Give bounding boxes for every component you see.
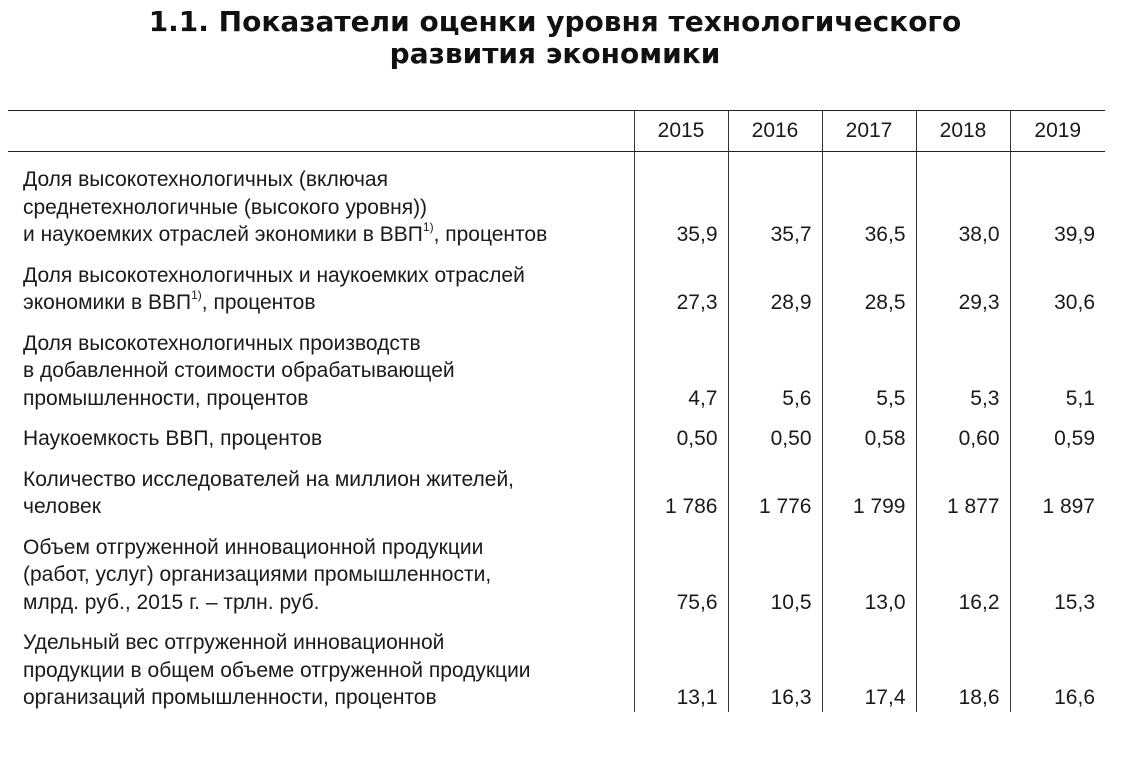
spacer-cell — [916, 521, 1010, 534]
spacer-cell — [822, 616, 916, 629]
spacer-cell — [1010, 412, 1105, 425]
spacer-cell — [1010, 616, 1105, 629]
indicator-label — [8, 262, 634, 317]
label-line: продукции в общем объеме отгруженной продукции — [23, 658, 531, 682]
value-cell: 36,5 — [822, 166, 916, 249]
spacer-cell — [1010, 152, 1105, 167]
value-cell: 38,0 — [916, 166, 1010, 249]
spacer-cell — [916, 453, 1010, 466]
spacer-cell — [822, 453, 916, 466]
value-cell: 1 799 — [822, 466, 916, 521]
header-year: 2018 — [916, 111, 1010, 152]
label-line: Наукоемкость ВВП, процентов — [23, 427, 323, 450]
value-cell: 29,3 — [916, 262, 1010, 317]
value-cell: 39,9 — [1010, 166, 1105, 249]
value-cell: 13,0 — [822, 534, 916, 617]
spacer-cell — [728, 152, 822, 167]
value-cell: 1 877 — [916, 466, 1010, 521]
spacer-cell — [8, 412, 634, 425]
spacer-cell — [916, 412, 1010, 425]
spacer-cell — [634, 616, 728, 629]
label-line: Доля высокотехнологичных и наукоемких отраслей — [23, 263, 525, 287]
indicators-table — [8, 110, 1105, 712]
value-cell: 0,50 — [728, 425, 822, 453]
indicator-label — [8, 629, 634, 712]
value-cell: 15,3 — [1010, 534, 1105, 617]
spacer-cell — [728, 521, 822, 534]
footnote-marker: 1) — [191, 288, 202, 302]
title-line-2: развития экономики — [389, 37, 721, 70]
label-line: Доля высокотехнологичных (включая — [23, 168, 388, 191]
value-cell: 16,2 — [916, 534, 1010, 617]
value-cell: 17,4 — [822, 629, 916, 712]
value-cell: 16,6 — [1010, 629, 1105, 712]
spacer-cell — [728, 249, 822, 262]
spacer-cell — [8, 453, 634, 466]
value-cell: 5,3 — [916, 330, 1010, 413]
value-cell: 10,5 — [728, 534, 822, 617]
value-cell: 0,59 — [1010, 425, 1105, 453]
row-spacer — [8, 249, 1105, 262]
value-cell: 0,58 — [822, 425, 916, 453]
row-spacer — [8, 412, 1105, 425]
label-line: (работ, услуг) организациями промышленности, — [23, 563, 492, 586]
row-spacer — [8, 453, 1105, 466]
label-line: организаций промышленности, процентов — [23, 686, 437, 709]
spacer-cell — [728, 453, 822, 466]
value-cell: 28,5 — [822, 262, 916, 317]
label-suffix: , процентов — [433, 223, 548, 246]
value-cell: 5,6 — [728, 330, 822, 413]
header-year: 2015 — [634, 111, 728, 152]
indicator-label — [8, 466, 634, 521]
value-cell: 1 786 — [634, 466, 728, 521]
value-cell: 16,3 — [728, 629, 822, 712]
value-cell: 30,6 — [1010, 262, 1105, 317]
title-line-1: 1.1. Показатели оценки уровня технологического — [148, 5, 962, 38]
spacer-cell — [822, 412, 916, 425]
label-line: промышленности, процентов — [23, 386, 309, 410]
indicator-label — [8, 166, 634, 249]
spacer-cell — [634, 249, 728, 262]
header-year: 2017 — [822, 111, 916, 152]
table-row — [8, 629, 1105, 712]
spacer-cell — [1010, 521, 1105, 534]
spacer-cell — [1010, 453, 1105, 466]
spacer-cell — [916, 152, 1010, 167]
value-cell: 1 897 — [1010, 466, 1105, 521]
row-spacer — [8, 521, 1105, 534]
spacer-cell — [8, 152, 634, 167]
label-suffix: , процентов — [201, 291, 316, 314]
spacer-cell — [916, 249, 1010, 262]
value-cell: 13,1 — [634, 629, 728, 712]
spacer-cell — [728, 616, 822, 629]
page-title — [0, 6, 1110, 70]
table-row — [8, 534, 1105, 617]
indicator-label — [8, 425, 634, 453]
label-line: Доля высокотехнологичных производств — [23, 331, 421, 355]
footnote-marker: 1) — [422, 220, 434, 234]
table-row — [8, 166, 1105, 249]
table-body — [8, 152, 1105, 712]
value-cell: 35,7 — [728, 166, 822, 249]
label-line: в добавленной стоимости обрабатывающей — [23, 359, 455, 382]
spacer-cell — [916, 616, 1010, 629]
spacer-cell — [634, 317, 728, 330]
indicator-label — [8, 534, 634, 617]
header-year: 2019 — [1010, 111, 1105, 152]
spacer-cell — [634, 453, 728, 466]
row-spacer — [8, 152, 1105, 167]
label-line: Количество исследователей на миллион жителей, — [23, 467, 515, 491]
spacer-cell — [916, 317, 1010, 330]
table-row — [8, 466, 1105, 521]
value-cell: 0,50 — [634, 425, 728, 453]
row-spacer — [8, 616, 1105, 629]
spacer-cell — [8, 249, 634, 262]
spacer-cell — [822, 249, 916, 262]
row-spacer — [8, 317, 1105, 330]
spacer-cell — [728, 317, 822, 330]
table-row — [8, 425, 1105, 453]
spacer-cell — [8, 317, 634, 330]
spacer-cell — [822, 152, 916, 167]
spacer-cell — [1010, 249, 1105, 262]
label-line: человек — [23, 495, 101, 518]
label-line: Удельный вес отгруженной инновационной — [23, 631, 445, 654]
spacer-cell — [634, 152, 728, 167]
spacer-cell — [634, 521, 728, 534]
spacer-cell — [728, 412, 822, 425]
value-cell: 5,1 — [1010, 330, 1105, 413]
indicator-label — [8, 330, 634, 413]
value-cell: 4,7 — [634, 330, 728, 413]
table-row — [8, 262, 1105, 317]
value-cell: 18,6 — [916, 629, 1010, 712]
spacer-cell — [822, 521, 916, 534]
label-line: Объем отгруженной инновационной продукции — [23, 535, 484, 559]
label-line: среднетехнологичные (высокого уровня)) — [23, 195, 428, 219]
spacer-cell — [634, 412, 728, 425]
value-cell: 0,60 — [916, 425, 1010, 453]
table-row — [8, 330, 1105, 413]
spacer-cell — [8, 616, 634, 629]
spacer-cell — [822, 317, 916, 330]
header-year: 2016 — [728, 111, 822, 152]
spacer-cell — [1010, 317, 1105, 330]
spacer-cell — [8, 521, 634, 534]
value-cell: 27,3 — [634, 262, 728, 317]
value-cell: 28,9 — [728, 262, 822, 317]
header-indicator — [8, 111, 634, 152]
label-line: и наукоемких отраслей экономики в ВВП — [23, 223, 423, 246]
value-cell: 1 776 — [728, 466, 822, 521]
table-header-row — [8, 111, 1105, 152]
label-line: экономики в ВВП — [23, 291, 192, 314]
value-cell: 35,9 — [634, 166, 728, 249]
value-cell: 75,6 — [634, 534, 728, 617]
label-line: млрд. руб., 2015 г. – трлн. руб. — [23, 590, 320, 614]
value-cell: 5,5 — [822, 330, 916, 413]
